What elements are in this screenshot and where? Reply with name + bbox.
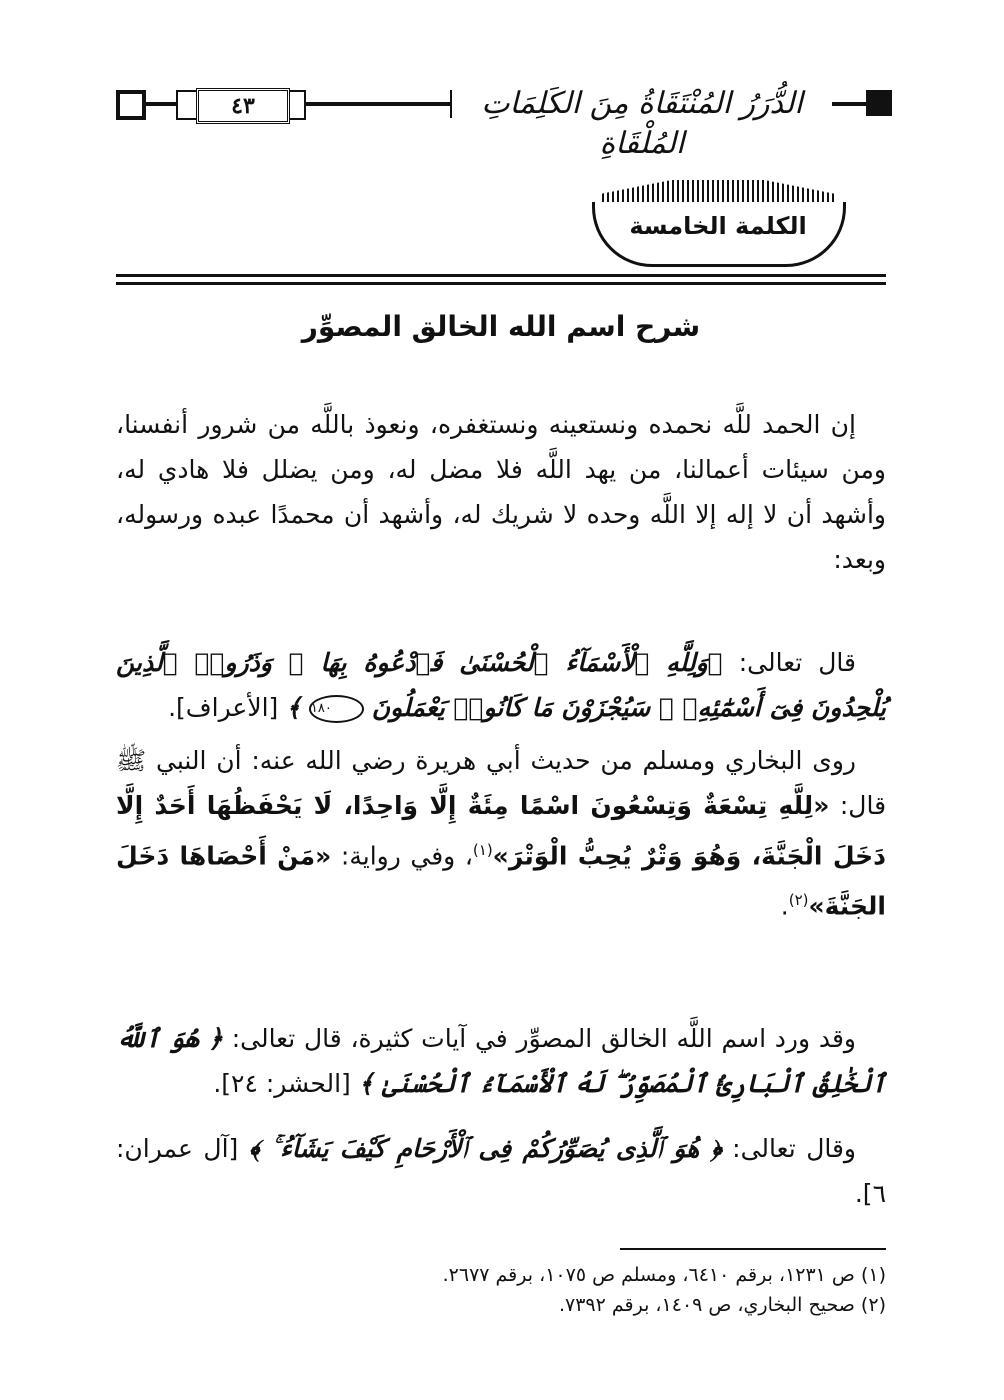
hadith-text: «لِلَّهِ تِسْعَةٌ وَتِسْعُونَ اسْمًا مِئَةٌ إِلَّا وَاحِدًا، لَا يَحْفَظُهَا أَحَدٌ إِلَّا دَخَلَ الْجَنَّةَ، وَهُوَ وَتْرٌ يُحِبُّ الْوَتْرَ» xyxy=(116,791,886,871)
verse-intro: وقال تعالى: xyxy=(732,1134,857,1163)
book-title: الدُّرَرُ المُنْتَقَاةُ مِنَ الكَلِمَاتِ المُلْقَاةِ xyxy=(452,84,832,124)
paragraph-verse-hashr xyxy=(116,1016,886,1106)
footnote-marker-1[interactable]: (١) xyxy=(472,841,493,859)
header-square-ornament-right xyxy=(866,90,892,116)
footnotes xyxy=(116,1260,886,1320)
quran-verse: ﴿ هُوَ ٱلَّذِى يُصَوِّرُكُمْ فِى ٱلْأَرْحَامِ كَيْفَ يَشَآءُ ۚ ﴾ xyxy=(248,1134,722,1163)
quran-verse: ﴿وَلِلَّهِ ٱلْأَسْمَآءُ ٱلْحُسْنَىٰ فَٱدْعُوهُ بِهَا ۖ وَذَرُوا۟ ٱلَّذِينَ يُلْحِدُونَ فِىٓ أَسْمَٰٓئِهِۦ ۚ سَيُجْزَوْنَ مَا كَانُوا۟ يَعْمَلُونَ xyxy=(116,648,886,722)
header-square-ornament-left xyxy=(116,90,146,120)
quran-verse: ﴿ هُوَ ٱللَّهُ ٱلْخَٰلِقُ ٱلْبَارِئُ ٱلْمُصَوِّرُ ۖ لَهُ ٱلْأَسْمَآءُ ٱلْحُسْنَىٰ ﴾ xyxy=(116,1024,886,1098)
page-number: ٤٣ xyxy=(196,88,290,124)
verse-reference: [آل عمران: ٦]. xyxy=(116,1134,886,1208)
running-header xyxy=(116,84,892,161)
paragraph-hadith xyxy=(116,738,886,929)
verse-close-bracket: ﴾ xyxy=(286,693,301,722)
hadith-end: . xyxy=(780,891,789,921)
footnote-separator xyxy=(620,1248,886,1250)
hadith-variant-text: «مَنْ أَحْصَاهَا دَخَلَ الجَنَّةَ» xyxy=(116,841,886,921)
footnote-1: (١) ص ١٢٣١، برقم ٦٤١٠، ومسلم ص ١٠٧٥، برقم ٢٦٧٧. xyxy=(442,1264,886,1286)
section-title: شرح اسم الله الخالق المصوِّر xyxy=(301,310,701,343)
divider-rule-bottom xyxy=(116,282,886,285)
footnote-2: (٢) صحيح البخاري، ص ١٤٠٩، برقم ٧٣٩٢. xyxy=(558,1294,886,1316)
hadith-connector: ، وفي رواية: xyxy=(340,841,473,871)
chapter-label: الكلمة الخامسة xyxy=(629,212,807,240)
verse-intro: وقد ورد اسم اللَّه الخالق المصوِّر في آيات كثيرة، قال تعالى: xyxy=(231,1024,856,1053)
verse-reference: [الأعراف]. xyxy=(168,693,279,722)
footnote-marker-2[interactable]: (٢) xyxy=(788,891,809,910)
paragraph-verse-araf xyxy=(116,640,886,730)
verse-intro: قال تعالى: xyxy=(738,648,856,677)
hadith-intro: روى البخاري ومسلم من حديث أبي هريرة رضي الله عنه: أن النبي ﷺ قال: xyxy=(116,746,887,820)
paragraph-opening xyxy=(116,402,886,582)
opening-text: إن الحمد للَّه نحمده ونستعينه ونستغفره، ونعوذ باللَّه من شرور أنفسنا، ومن سيئات أعمالنا، من يهد اللَّه فلا مضل له، ومن يضلل فلا هادي له، وأشهد أن لا إله إلا اللَّه وحده لا شريك له، وأشهد أن محمدًا عبده ورسوله، وبعد: xyxy=(116,410,886,574)
ayah-number-marker: ١٨٠ xyxy=(309,695,364,723)
verse-reference: [الحشر: ٢٤]. xyxy=(213,1069,351,1098)
chapter-label-frame xyxy=(592,180,844,272)
paragraph-verse-imran xyxy=(116,1126,886,1216)
divider-rule-top xyxy=(116,274,886,277)
